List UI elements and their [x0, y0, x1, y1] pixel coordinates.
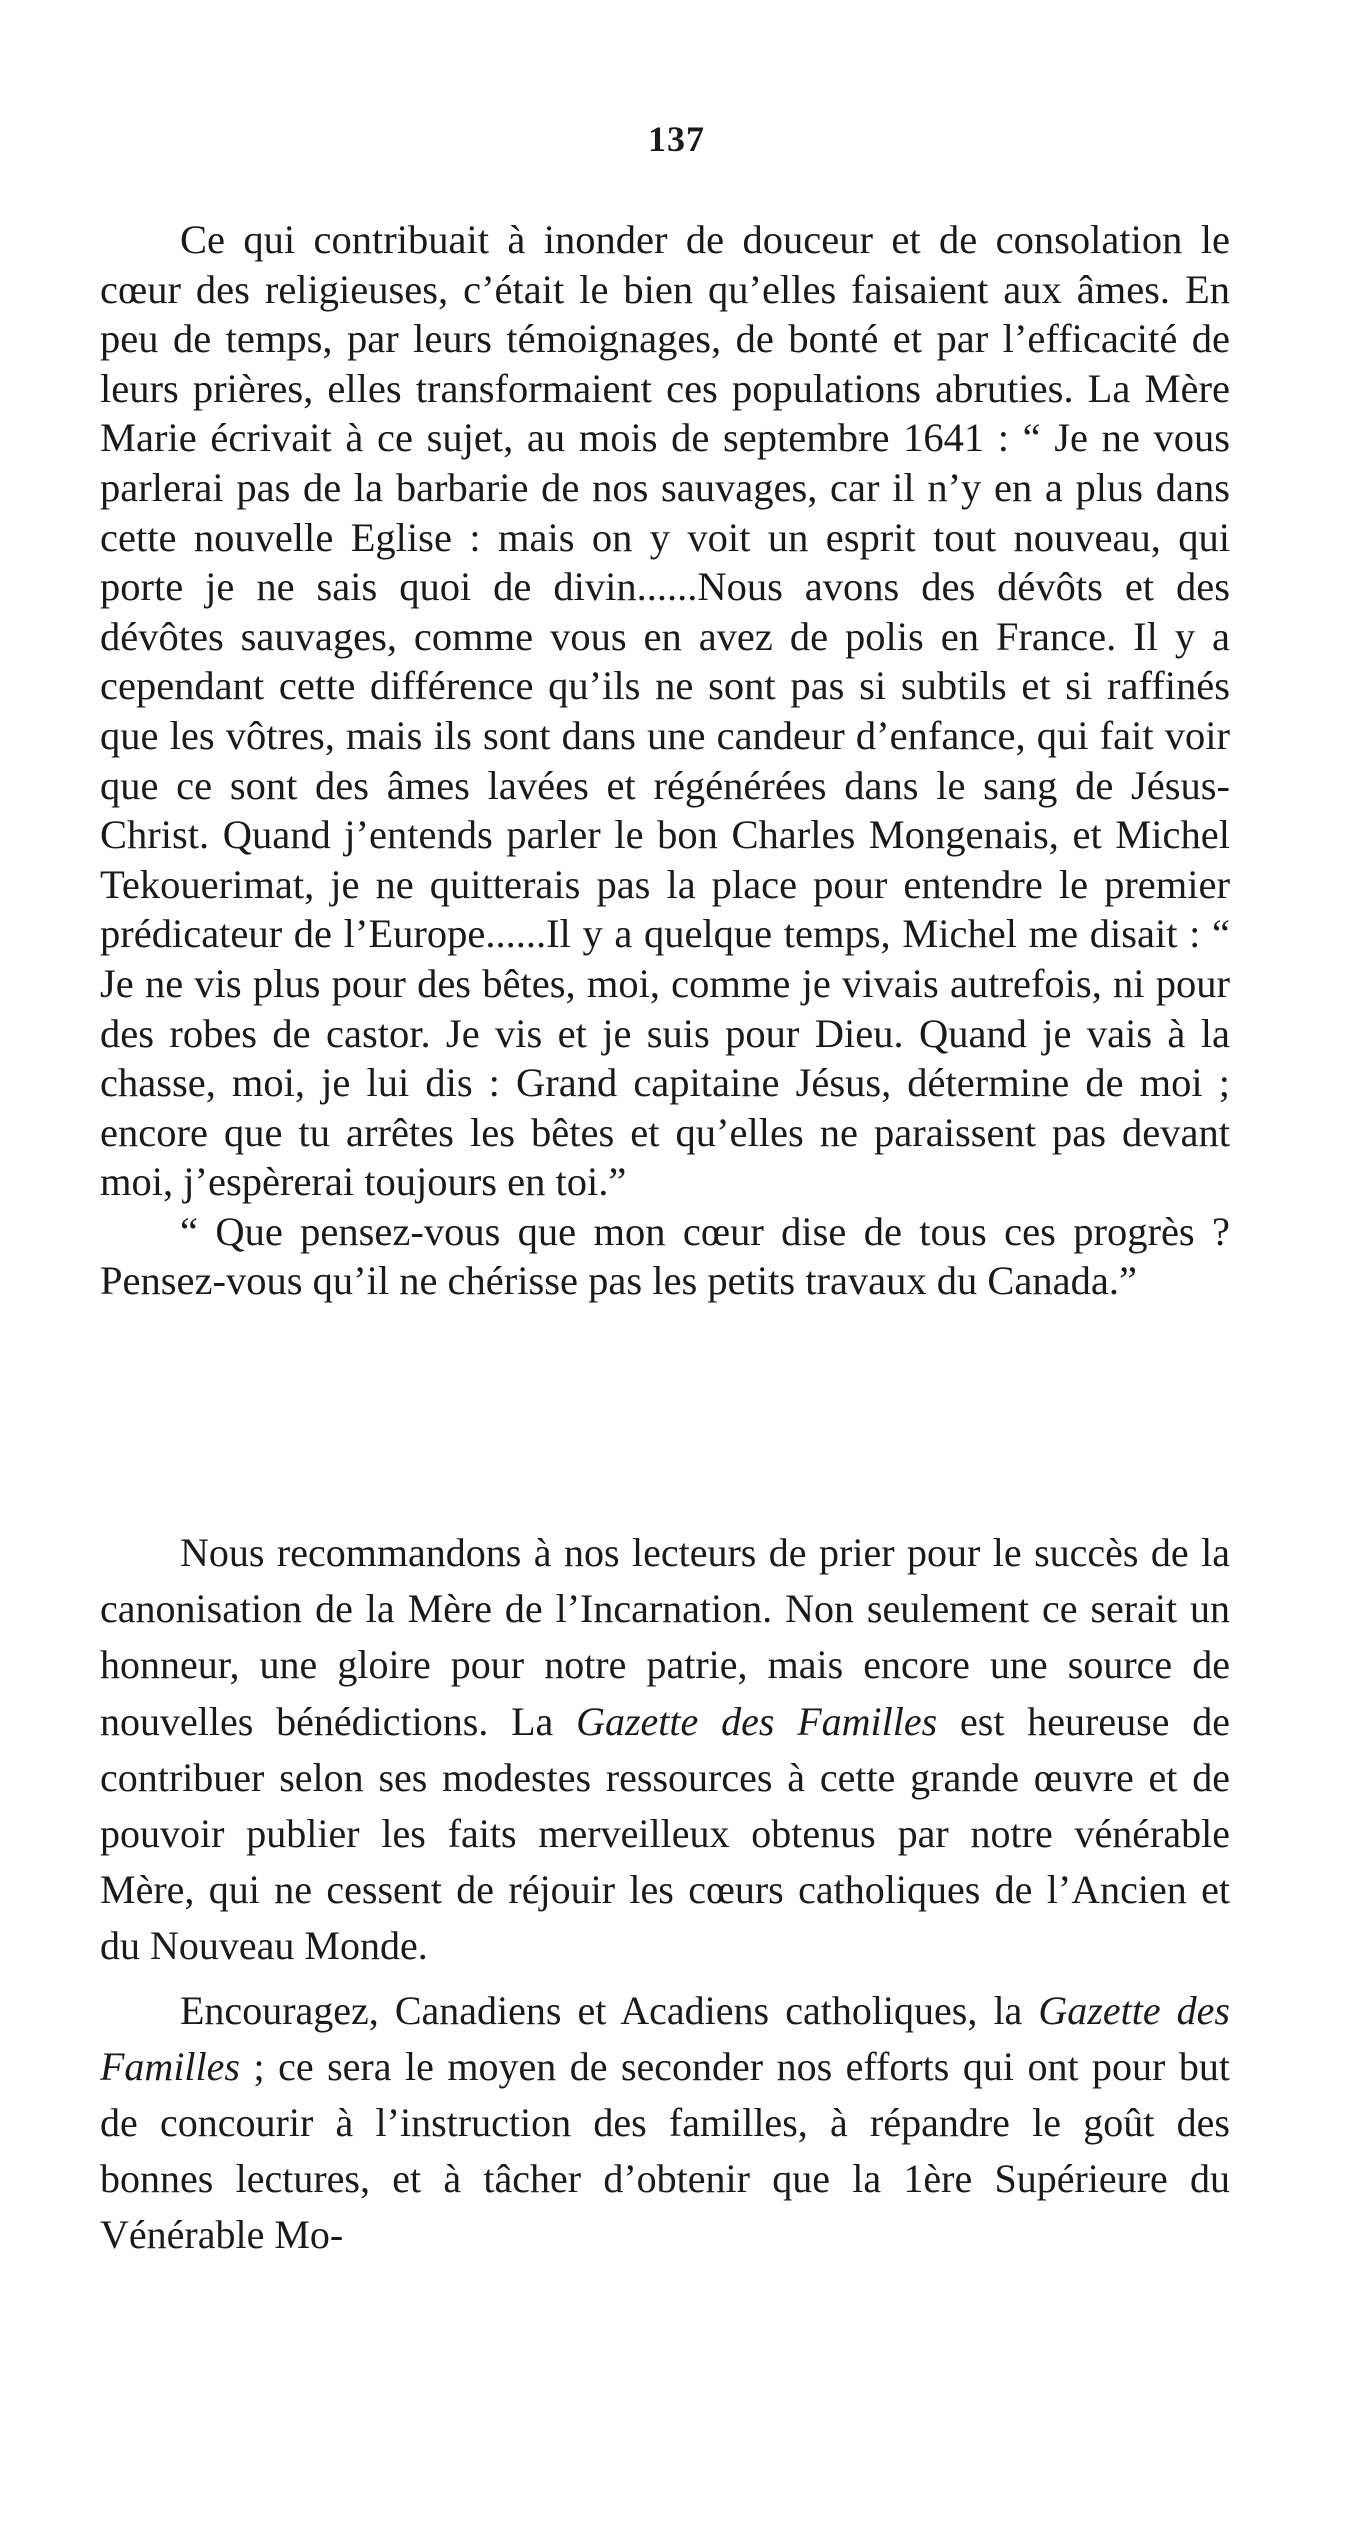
text-run: Encouragez, Canadiens et Acadiens catholiques, la: [180, 1987, 1039, 2033]
appeal-section: [100, 1525, 1230, 2264]
body-paragraph: “ Que pensez-vous que mon cœur dise de tous ces progrès ? Pensez-vous qu’il ne chérisse pas les petits travaux du Canada.”: [100, 1208, 1230, 1304]
text-run: ; ce sera le moyen de seconder nos efforts qui ont pour but de concourir à l’instruction des familles, à répandre le goût des bonnes lectures, et à tâcher d’obtenir que la 1ère Supérieure du Vénérable Mo-: [100, 2043, 1230, 2258]
body-paragraph: Ce qui contribuait à inonder de douceur et de consolation le cœur des religieuses, c’était le bien qu’elles faisaient aux âmes. En peu de temps, par leurs témoignages, de bonté et par l’efficacité de leurs prières, elles transformaient ces populations abruties. La Mère Marie écrivait à ce sujet, au mois de septembre 1641 : “ Je ne vous parlerai pas de la barbarie de nos sauvages, car il n’y en a plus dans cette nouvelle Eglise : mais on y voit un esprit tout nouveau, qui porte je ne sais quoi de divin......Nous avons des dévôts et des dévôtes sauvages, comme vous en avez de polis en France. Il y a cependant cette différence qu’ils ne sont pas si subtils et si raffinés que les vôtres, mais ils sont dans une candeur d’enfance, qui fait voir que ce sont des âmes lavées et régénérées dans le sang de Jésus-Christ. Quand j’entends parler le bon Charles Mongenais, et Michel Tekouerimat, je ne quitterais pas la place pour entendre le premier prédicateur de l’Europe......Il y a quelque temps, Michel me disait : “ Je ne vis plus pour des bêtes, moi, comme je vivais autrefois, ni pour des robes de castor. Je vis et je suis pour Dieu. Quand je vais à la chasse, moi, je lui dis : Grand capitaine Jésus, détermine de moi ; encore que tu arrêtes les bêtes et qu’elles ne paraissent pas devant moi, j’espèrerai toujours en toi.”: [100, 217, 1230, 1205]
text-run: est heureuse de contribuer selon ses modestes ressources à cette grande œuvre et de pouvoir publier les faits merveilleux obtenus par notre vénérable Mère, qui ne cessent de réjouir les cœurs catholiques de l’Ancien et du Nouveau Monde.: [100, 1698, 1230, 1969]
page-number: 137: [648, 119, 705, 159]
publication-title: Gazette des Familles: [576, 1698, 938, 1744]
text-run: Nous recommandons à nos lecteurs de prier pour le succès de la canonisation de la Mère de l’Incarnation. Non seulement ce serait un honneur, une gloire pour notre patrie, mais encore une source de nouvelles bénédictions. La: [100, 1530, 1230, 1744]
body-paragraph: [100, 1983, 1230, 2264]
quoted-letter-section: [100, 215, 1230, 1306]
body-paragraph: [100, 1525, 1230, 1975]
publication-title: Gazette des Familles: [100, 1987, 1230, 2089]
